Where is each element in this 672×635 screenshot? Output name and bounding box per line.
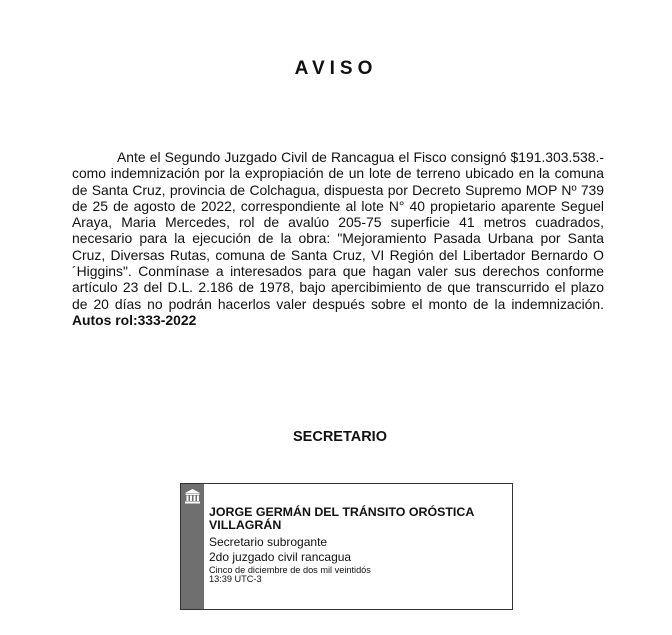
signer-court: 2do juzgado civil rancagua [209,549,352,564]
notice-body [72,149,604,328]
signature-details [209,506,507,585]
signature-date: Cinco de diciembre de dos mil veintidós [209,564,371,575]
electronic-signature-box [180,483,513,610]
signer-name: JORGE GERMÁN DEL TRÁNSITO ORÓSTICA VILLAGRÁN [209,505,474,532]
notice-paragraph: Ante el Segundo Juzgado Civil de Rancagua el Fisco consignó $191.303.538.- como indemnización por la expropiación de un lote de terreno ubicado en la comuna de Santa Cruz, provincia de Colchagua, dispuesta por Decreto Supremo MOP Nº 739 de 25 de agosto de 2022, correspondiente al lote N° 40 propietario aparente Seguel Araya, Maria Mercedes, rol de avalúo 205-75 superficie 41 metros cuadrados, necesario para la ejecución de la obra: "Mejoramiento Pasada Urbana por Santa Cruz, Diversas Rutas, comuna de Santa Cruz, VI Región del Libertador Bernardo O´Higgins". Conmínase a interesados para que hagan valer sus derechos conforme artículo 23 del D.L. 2.186 de 1978, bajo apercibimiento de que transcurrido el plazo de 20 días no podrán hacerlos valer después sobre el monto de la indemnización. [72,149,604,312]
case-reference: Autos rol:333-2022 [72,311,197,328]
signer-role: Secretario subrogante [209,534,328,549]
signature-strip [181,484,204,609]
signature-time: 13:39 UTC-3 [209,574,262,585]
signer-title: SECRETARIO [293,429,387,445]
courthouse-icon [184,488,201,504]
document-title: AVISO [294,58,378,79]
